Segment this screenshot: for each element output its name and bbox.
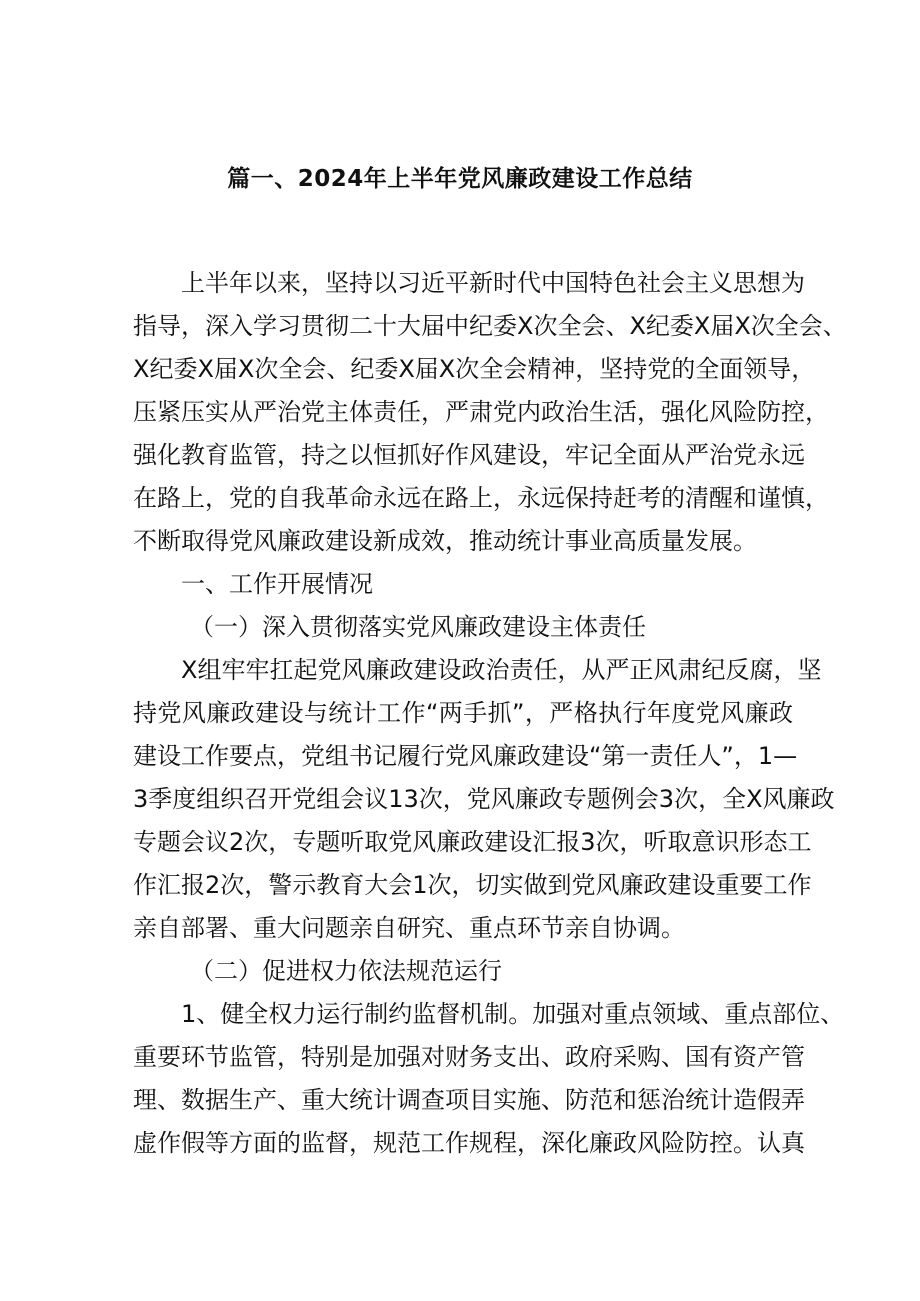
paragraph-line: 虚作假等方面的监督，规范工作规程，深化廉政风险防控。认真 xyxy=(133,1129,805,1157)
paragraph-line: 指导，深入学习贯彻二十大届中纪委X次全会、X纪委X届X次全会、 xyxy=(133,312,847,340)
paragraph-line: 持党风廉政建设与统计工作“两手抓”，严格执行年度党风廉政 xyxy=(133,699,793,727)
paragraph-line: 1、健全权力运行制约监督机制。加强对重点领域、重点部位、 xyxy=(181,1000,845,1028)
paragraph-line: 上半年以来，坚持以习近平新时代中国特色社会主义思想为 xyxy=(181,269,805,297)
paragraph-line: 专题会议2次，专题听取党风廉政建设汇报3次，听取意识形态工 xyxy=(133,828,812,856)
paragraph-line: 在路上，党的自我革命永远在路上，永远保持赶考的清醒和谨慎， xyxy=(133,484,829,512)
subsection-heading: （二）促进权力依法规范运行 xyxy=(190,957,502,985)
paragraph-line: 亲自部署、重大问题亲自研究、重点环节亲自协调。 xyxy=(133,914,685,942)
paragraph-line: 重要环节监管，特别是加强对财务支出、政府采购、国有资产管 xyxy=(133,1043,805,1071)
subsection-heading: （一）深入贯彻落实党风廉政建设主体责任 xyxy=(190,613,646,641)
paragraph-line: X组牢牢扛起党风廉政建设政治责任，从严正风肃纪反腐，坚 xyxy=(181,656,822,684)
paragraph-line: 3季度组织召开党组会议13次，党风廉政专题例会3次，全X风廉政 xyxy=(133,785,835,813)
paragraph-line: 建设工作要点，党组书记履行党风廉政建设“第一责任人”，1— xyxy=(133,742,798,770)
paragraph-line: 压紧压实从严治党主体责任，严肃党内政治生活，强化风险防控， xyxy=(133,398,829,426)
paragraph-line: 不断取得党风廉政建设新成效，推动统计事业高质量发展。 xyxy=(133,527,757,555)
paragraph-line: X纪委X届X次全会、纪委X届X次全会精神，坚持党的全面领导， xyxy=(133,355,816,383)
paragraph-line: 强化教育监管，持之以恒抓好作风建设，牢记全面从严治党永远 xyxy=(133,441,805,469)
paragraph-line: 理、数据生产、重大统计调查项目实施、防范和惩治统计造假弄 xyxy=(133,1086,805,1114)
document-title: 篇一、2024年上半年党风廉政建设工作总结 xyxy=(227,166,693,192)
paragraph-line: 作汇报2次，警示教育大会1次，切实做到党风廉政建设重要工作 xyxy=(133,871,812,899)
section-heading: 一、工作开展情况 xyxy=(181,570,373,598)
